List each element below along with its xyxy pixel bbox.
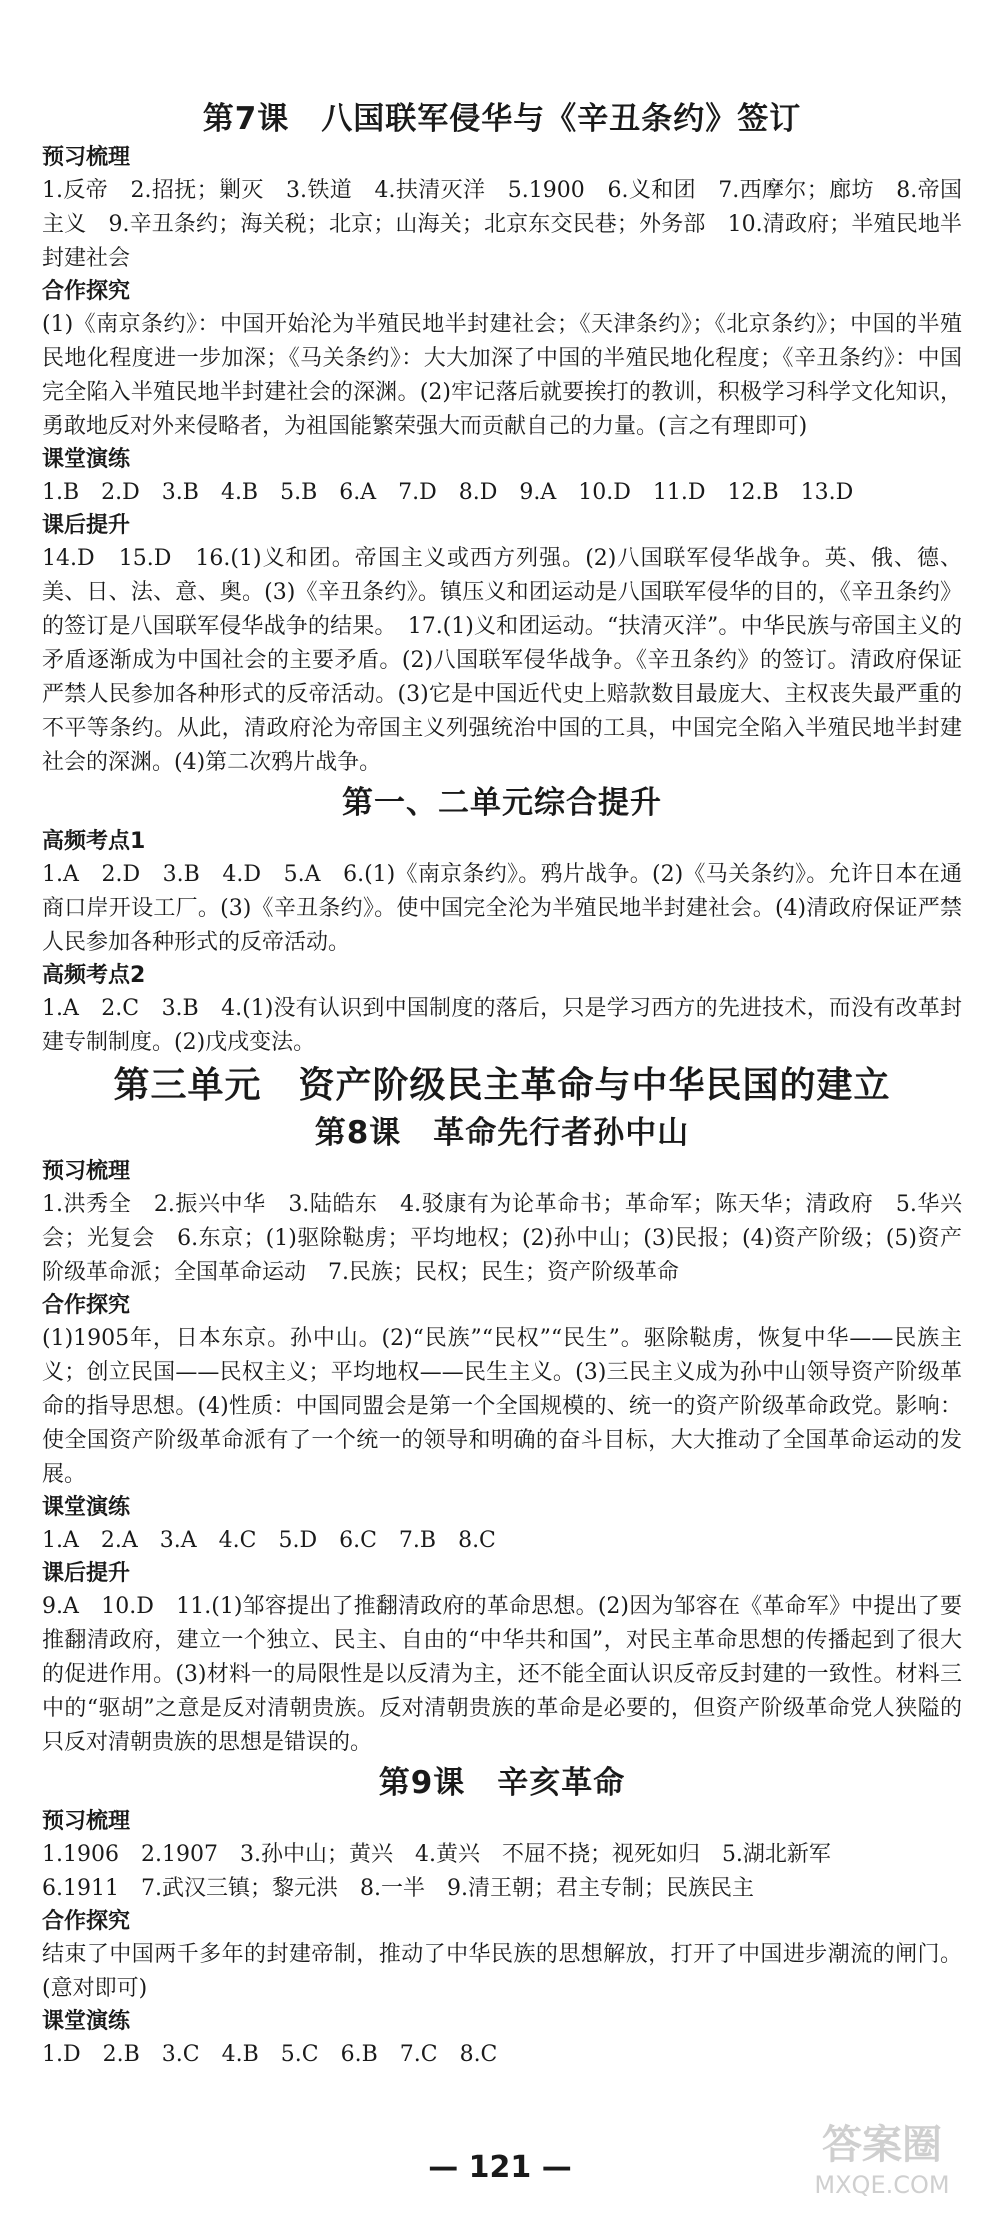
lesson8-preview-heading: 预习梳理 bbox=[42, 1159, 131, 1184]
lesson9-explore-heading: 合作探究 bbox=[42, 1909, 131, 1934]
lesson7-class-heading: 课堂演练 bbox=[42, 447, 131, 472]
hf2-heading: 高频考点2 bbox=[42, 963, 146, 988]
hf1-text: 1.A 2.D 3.B 4.D 5.A 6.(1)《南京条约》。鸦片战争。(2)《马关条约》。允许日本在通商口岸开设工厂。(3)《辛丑条约》。使中国完全沦为半殖民地半封建社会。(4)清政府保证严禁人民参加各种形式的反帝活动。 bbox=[42, 862, 962, 955]
lesson8-title: 第8课 革命先行者孙中山 bbox=[314, 1115, 690, 1151]
lesson8-explore-heading: 合作探究 bbox=[42, 1293, 131, 1318]
lesson8-class-text: 1.A 2.A 3.A 4.C 5.D 6.C 7.B 8.C bbox=[42, 1528, 496, 1553]
lesson9-explore-text: 结束了中国两千多年的封建帝制，推动了中华民族的思想解放，打开了中国进步潮流的闸门。(意对即可) bbox=[42, 1942, 962, 2001]
lesson9-preview-text-1: 1.1906 2.1907 3.孙中山；黄兴 4.黄兴 不屈不挠；视死如归 5.湖北新军 bbox=[42, 1842, 831, 1867]
hf1-heading: 高频考点1 bbox=[42, 829, 146, 854]
lesson9-title: 第9课 辛亥革命 bbox=[378, 1765, 626, 1801]
lesson7-explore-heading: 合作探究 bbox=[42, 279, 131, 304]
lesson8-class-heading: 课堂演练 bbox=[42, 1495, 131, 1520]
lesson8-after-heading: 课后提升 bbox=[42, 1561, 131, 1586]
lesson8-after-text: 9.A 10.D 11.(1)邹容提出了推翻清政府的革命思想。(2)因为邹容在《革命军》中提出了要推翻清政府，建立一个独立、民主、自由的“中华共和国”，对民主革命思想的传播起到了很大的促进作用。(3)材料一的局限性是以反清为主，还不能全面认识反帝反封建的一致性。材料三中的“驱胡”之意是反对清朝贵族。反对清朝贵族的革命是必要的，但资产阶级革命党人狭隘的只反对清朝贵族的思想是错误的。 bbox=[42, 1594, 962, 1755]
lesson7-preview-text: 1.反帝 2.招抚；剿灭 3.铁道 4.扶清灭洋 5.1900 6.义和团 7.西摩尔；廊坊 8.帝国主义 9.辛丑条约；海关税；北京；山海关；北京东交民巷；外务部 10.清政府；半殖民地半封建社会 bbox=[42, 178, 962, 271]
watermark-logo-text: 答案圈 bbox=[822, 2122, 942, 2168]
lesson9-preview-text-2: 6.1911 7.武汉三镇；黎元洪 8.一半 9.清王朝；君主专制；民族民主 bbox=[42, 1876, 754, 1901]
lesson7-explore-text: (1)《南京条约》：中国开始沦为半殖民地半封建社会；《天津条约》；《北京条约》；中国的半殖民地化程度进一步加深；《马关条约》：大大加深了中国的半殖民地化程度；《辛丑条约》：中国完全陷入半殖民地半封建社会的深渊。(2)牢记落后就要挨打的教训，积极学习科学文化知识，勇敢地反对外来侵略者，为祖国能繁荣强大而贡献自己的力量。(言之有理即可) bbox=[42, 312, 962, 439]
lesson7-class-text: 1.B 2.D 3.B 4.B 5.B 6.A 7.D 8.D 9.A 10.D 11.D 12.B 13.D bbox=[42, 480, 854, 505]
site-watermark bbox=[782, 2120, 982, 2210]
hf2-text: 1.A 2.C 3.B 4.(1)没有认识到中国制度的落后，只是学习西方的先进技术，而没有改革封建专制制度。(2)戊戌变法。 bbox=[42, 996, 962, 1055]
page-number: — 121 — bbox=[428, 2150, 572, 2185]
lesson7-after-text: 14.D 15.D 16.(1)义和团。帝国主义或西方列强。(2)八国联军侵华战争。英、俄、德、美、日、法、意、奥。(3)《辛丑条约》。镇压义和团运动是八国联军侵华的目的，《辛丑条约》的签订是八国联军侵华战争的结果。 17.(1)义和团运动。“扶清灭洋”。中华民族与帝国主义的矛盾逐渐成为中国社会的主要矛盾。(2)八国联军侵华战争。《辛丑条约》的签订。清政府保证严禁人民参加各种形式的反帝活动。(3)它是中国近代史上赔款数目最庞大、主权丧失最严重的不平等条约。从此，清政府沦为帝国主义列强统治中国的工具，中国完全陷入半殖民地半封建社会的深渊。(4)第二次鸦片战争。 bbox=[42, 546, 962, 775]
lesson9-class-heading: 课堂演练 bbox=[42, 2009, 131, 2034]
lesson8-explore-text: (1)1905年，日本东京。孙中山。(2)“民族”“民权”“民生”。驱除鞑虏，恢复中华——民族主义；创立民国——民权主义；平均地权——民生主义。(3)三民主义成为孙中山领导资产阶级革命的指导思想。(4)性质：中国同盟会是第一个全国规模的、统一的资产阶级革命政党。影响：使全国资产阶级革命派有了一个统一的领导和明确的奋斗目标，大大推动了全国革命运动的发展。 bbox=[42, 1326, 962, 1487]
answer-page bbox=[42, 96, 962, 2072]
lesson7-preview-heading: 预习梳理 bbox=[42, 145, 131, 170]
lesson8-preview-text: 1.洪秀全 2.振兴中华 3.陆皓东 4.驳康有为论革命书；革命军；陈天华；清政府 5.华兴会；光复会 6.东京；(1)驱除鞑虏；平均地权；(2)孙中山；(3)民报；(4)资产阶级；(5)资产阶级革命派；全国革命运动 7.民族；民权；民生；资产阶级革命 bbox=[42, 1192, 962, 1285]
lesson7-after-heading: 课后提升 bbox=[42, 513, 131, 538]
lesson9-class-text: 1.D 2.B 3.C 4.B 5.C 6.B 7.C 8.C bbox=[42, 2042, 498, 2067]
lesson7-title: 第7课 八国联军侵华与《辛丑条约》签订 bbox=[202, 101, 802, 137]
units12-title: 第一、二单元综合提升 bbox=[342, 785, 662, 821]
watermark-url: MXQE.COM bbox=[814, 2171, 950, 2199]
lesson9-preview-heading: 预习梳理 bbox=[42, 1809, 131, 1834]
unit3-title: 第三单元 资产阶级民主革命与中华民国的建立 bbox=[113, 1064, 891, 1106]
